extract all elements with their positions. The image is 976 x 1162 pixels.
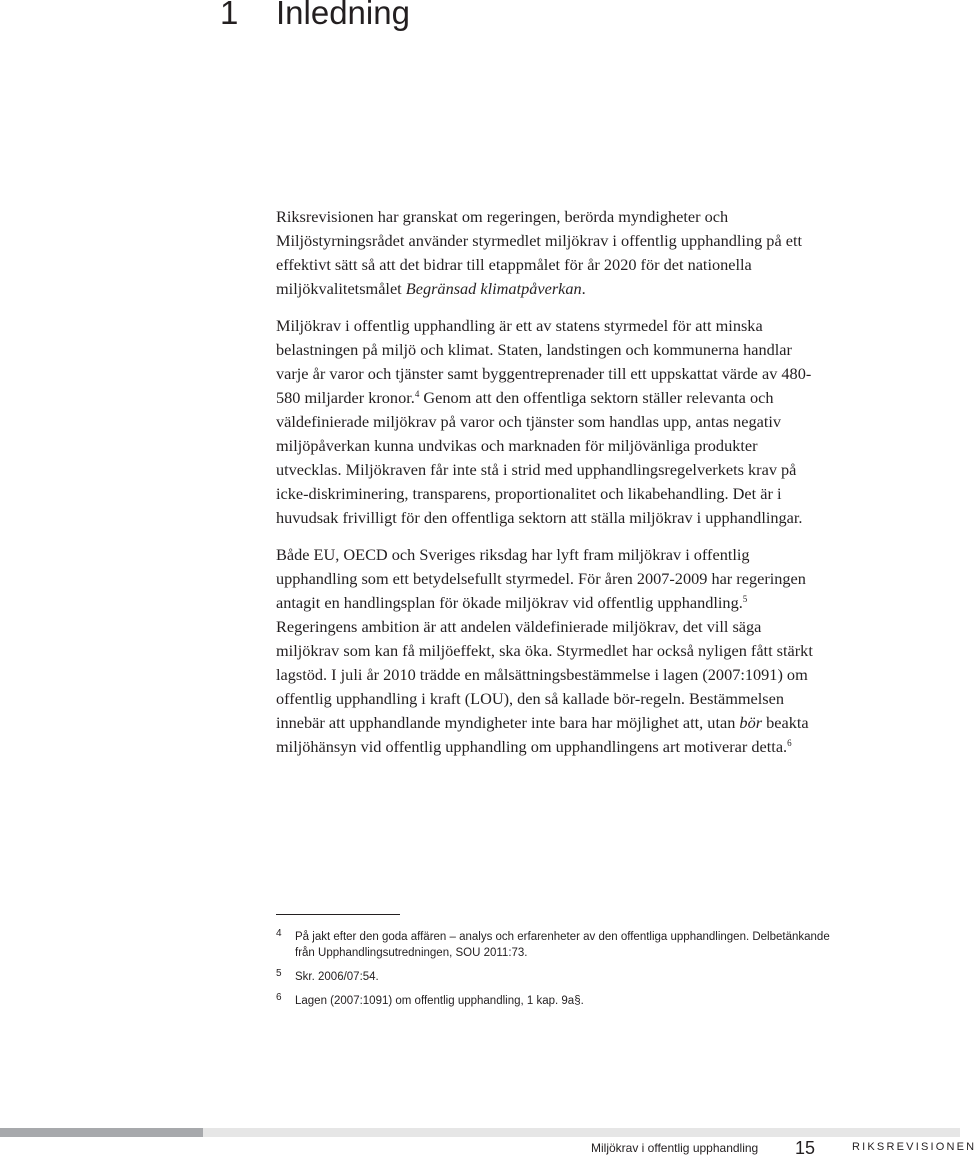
paragraph-1 (276, 205, 821, 301)
chapter-heading (220, 0, 410, 32)
footnote-text: På jakt efter den goda affären – analys och erfarenheter av den offentliga upphandlingen. Delbetänkande från Upphandlingsutredningen, SOU 2011:73. (295, 931, 830, 959)
footnote-divider (276, 914, 400, 915)
footer-bar-accent (0, 1128, 203, 1137)
page-number: 15 (795, 1138, 816, 1158)
paragraph-1-end: . (581, 279, 586, 298)
footnote-number: 4 (276, 928, 282, 939)
paragraph-3-text-1: Både EU, OECD och Sveriges riksdag har lyft fram miljökrav i offentlig upphandling som ett betydelsefullt styrmedel. För åren 2007-2009 har regeringen antagit en handlingsplan för ökade miljökrav vid offentlig upphandling. (276, 545, 806, 612)
paragraph-3-emphasis: bör (739, 713, 763, 732)
footnotes (276, 929, 836, 1017)
paragraph-3 (276, 543, 821, 759)
chapter-number: 1 (220, 0, 239, 31)
body-text (276, 205, 821, 759)
footer-title: Miljökrav i offentlig upphandling (591, 1141, 759, 1155)
footnote-text: Lagen (2007:1091) om offentlig upphandling, 1 kap. 9a§. (295, 995, 584, 1007)
paragraph-3-text-2: Regeringens ambition är att andelen väldefinierade miljökrav, det vill säga miljökrav som kan få miljöeffekt, ska öka. Styrmedlet har också nyligen fått stärkt lagstöd. I juli år 2010 trädde en målsättningsbestämmelse i lagen (2007:1091) om offentlig upphandling i kraft (LOU), den så kallade bör-regeln. Bestämmelsen innebär att upphandlande myndigheter inte bara har möjlighet att, utan (276, 617, 813, 732)
paragraph-3-text-3: beakta miljöhänsyn vid offentlig upphandling om upphandlingens art motiverar detta. (276, 713, 809, 756)
paragraph-2 (276, 314, 821, 530)
footnote-ref-5[interactable]: 5 (742, 594, 748, 604)
footnote-4 (276, 929, 836, 961)
paragraph-1-text: Riksrevisionen har granskat om regeringen, berörda myndigheter och Miljöstyrningsrådet använder styrmedlet miljökrav i offentlig upphandling på ett effektivt sätt så att det bidrar till etappmålet för år 2020 för det nationella miljökvalitetsmålet (276, 207, 803, 298)
chapter-title: Inledning (276, 0, 410, 31)
footnote-number: 5 (276, 968, 282, 979)
footnote-number: 6 (276, 992, 282, 1003)
footnote-6 (276, 993, 836, 1009)
footnote-ref-4[interactable]: 4 (414, 389, 420, 399)
paragraph-1-emphasis: Begränsad klimatpåverkan (405, 279, 582, 298)
footnote-5 (276, 969, 836, 985)
footnote-ref-6[interactable]: 6 (787, 738, 792, 748)
footer-organization: RIKSREVISIONEN (852, 1141, 976, 1153)
footer-bar (0, 1128, 960, 1137)
footnote-text: Skr. 2006/07:54. (295, 971, 379, 983)
paragraph-2-text-1: Miljökrav i offentlig upphandling är ett av statens styrmedel för att minska belastningen på miljö och klimat. Staten, landstingen och kommunerna handlar varje år varor och tjänster samt byggentreprenader till ett uppskattat värde av 480-580 miljarder kronor. (276, 316, 812, 407)
paragraph-2-text-2: Genom att den offentliga sektorn ställer relevanta och väldefinierade miljökrav på varor och tjänster som handlas upp, antas negativ miljöpåverkan kunna undvikas och marknaden för miljövänliga produkter utvecklas. Miljökraven får inte stå i strid med upphandlingsregelverkets krav på icke-diskriminering, transparens, proportionalitet och likabehandling. Det är i huvudsak frivilligt för den offentliga sektorn att ställa miljökrav i upphandlingar. (276, 388, 803, 527)
